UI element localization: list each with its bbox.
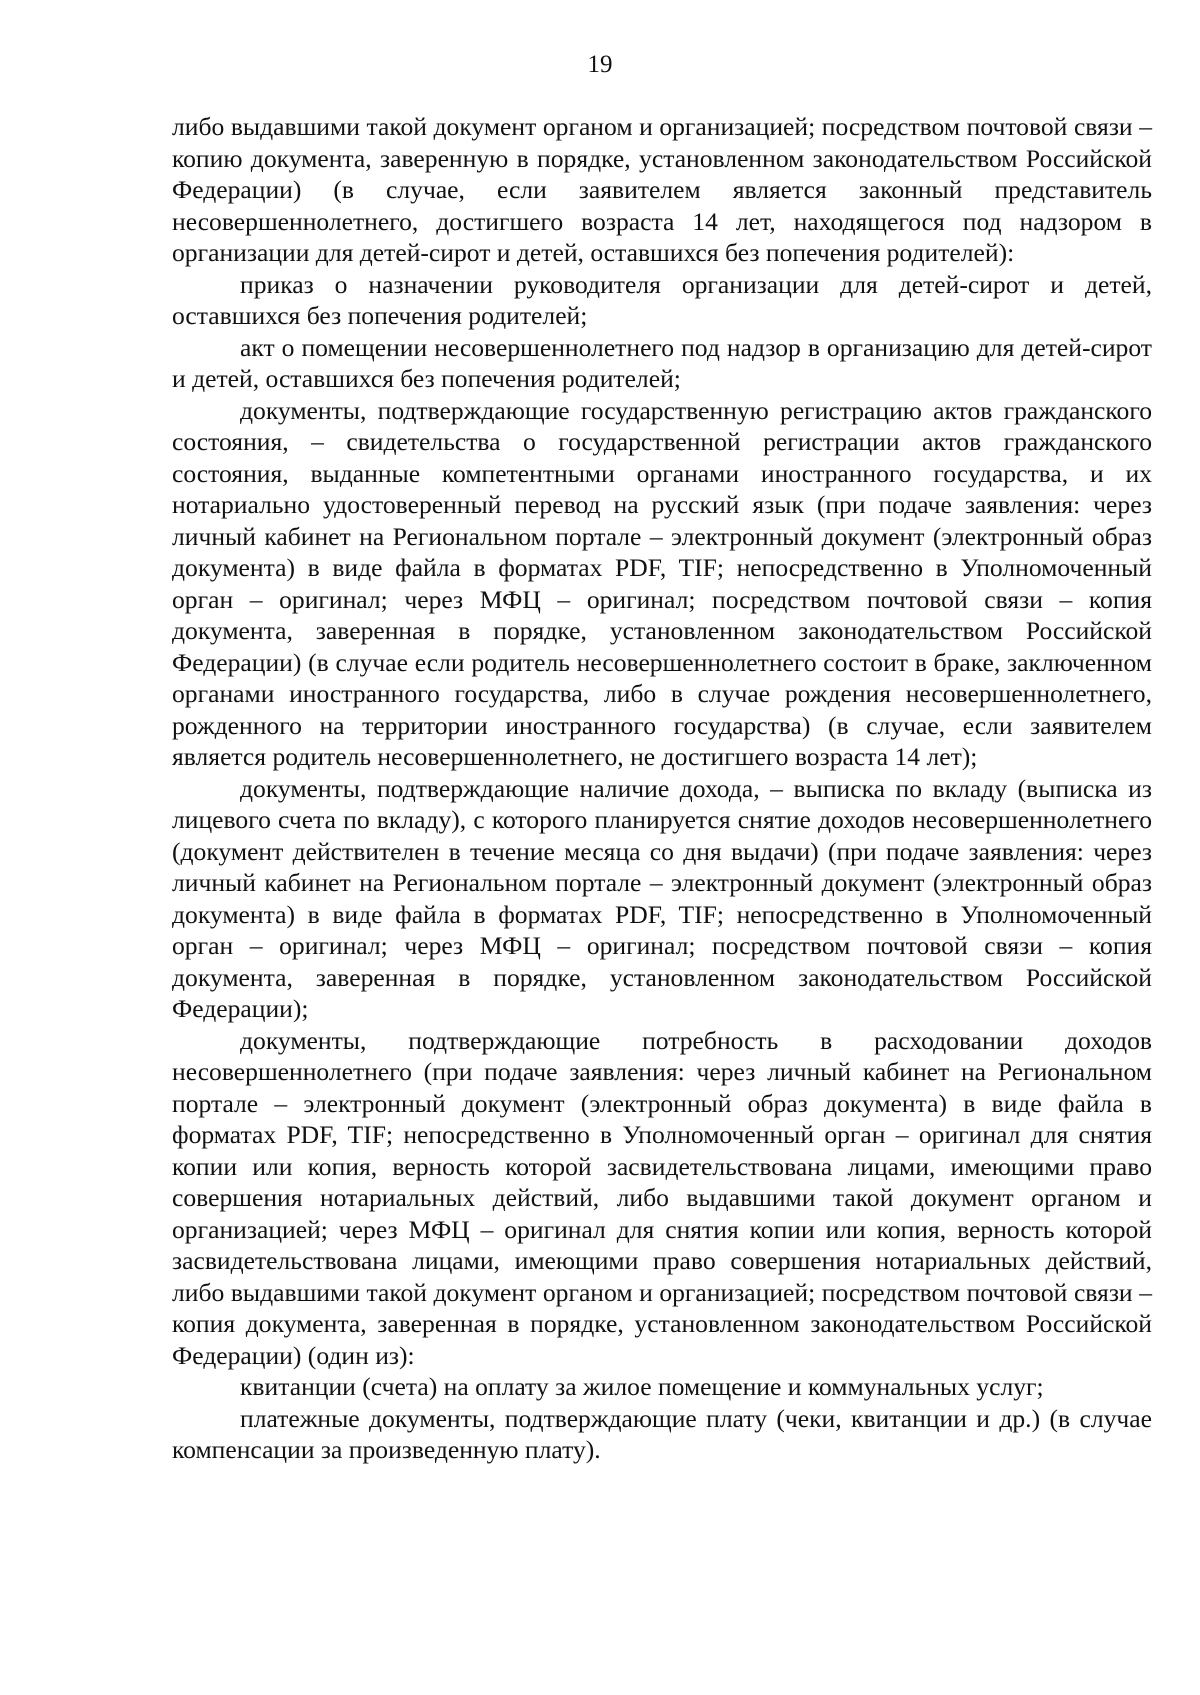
document-body <box>172 111 1152 1466</box>
paragraph-appointment-order: приказ о назначении руководителя организации для детей-сирот и детей, оставшихся без попечения родителей; <box>172 269 1152 330</box>
paragraph-civil-status-documents: документы, подтверждающие государственную регистрацию актов гражданского состояния, – свидетельства о государственной регистрации актов гражданского состояния, выданные компетентными органами иностранного государства, и их нотариально удостоверенный перевод на русский язык (при подаче заявления: через личный кабинет на Региональном портале – электронный документ (электронный образ документа) в виде файла в форматах PDF, TIF; непосредственно в Уполномоченный орган – оригинал; через МФЦ – оригинал; посредством почтовой связи – копия документа, заверенная в порядке, установленном законодательством Российской Федерации) (в случае если родитель несовершеннолетнего состоит в браке, заключенном органами иностранного государства, либо в случае рождения несовершеннолетнего, рожденного на территории иностранного государства) (в случае, если заявителем является родитель несовершеннолетнего, не достигшего возраста 14 лет); <box>172 395 1152 771</box>
page-number: 19 <box>587 51 613 78</box>
paragraph-payment-documents: платежные документы, подтверждающие плату (чеки, квитанции и др.) (в случае компенсации за произведенную плату). <box>172 1403 1152 1464</box>
paragraph-income-documents: документы, подтверждающие наличие дохода, – выписка по вкладу (выписка из лицевого счета по вкладу), с которого планируется снятие доходов несовершеннолетнего (документ действителен в течение месяца со дня выдачи) (при подаче заявления: через личный кабинет на Региональном портале – электронный документ (электронный образ документа) в виде файла в форматах PDF, TIF; непосредственно в Уполномоченный орган – оригинал; через МФЦ – оригинал; посредством почтовой связи – копия документа, заверенная в порядке, установленном законодательством Российской Федерации); <box>172 773 1152 1023</box>
paragraph-utility-receipts: квитанции (счета) на оплату за жилое помещение и коммунальных услуг; <box>240 1372 1044 1401</box>
paragraph-expense-need-documents: документы, подтверждающие потребность в расходовании доходов несовершеннолетнего (при подаче заявления: через личный кабинет на Региональном портале – электронный документ (электронный образ документа) в виде файла в форматах PDF, TIF; непосредственно в Уполномоченный орган – оригинал для снятия копии или копия, верность которой засвидетельствована лицами, имеющими право совершения нотариальных действий, либо выдавшими такой документ органом и организацией; через МФЦ – оригинал для снятия копии или копия, верность которой засвидетельствована лицами, имеющими право совершения нотариальных действий, либо выдавшими такой документ органом и организацией; посредством почтовой связи – копия документа, заверенная в порядке, установленном законодательством Российской Федерации) (один из): <box>172 1025 1152 1370</box>
paragraph-continuation: либо выдавшими такой документ органом и организацией; посредством почтовой связи – копию документа, заверенную в порядке, установленном законодательством Российской Федерации) (в случае, если заявителем является законный представитель несовершеннолетнего, достигшего возраста 14 лет, находящегося под надзором в организации для детей-сирот и детей, оставшихся без попечения родителей): <box>172 112 1152 267</box>
paragraph-placement-act: акт о помещении несовершеннолетнего под надзор в организацию для детей-сирот и детей, оставшихся без попечения родителей; <box>172 332 1152 393</box>
